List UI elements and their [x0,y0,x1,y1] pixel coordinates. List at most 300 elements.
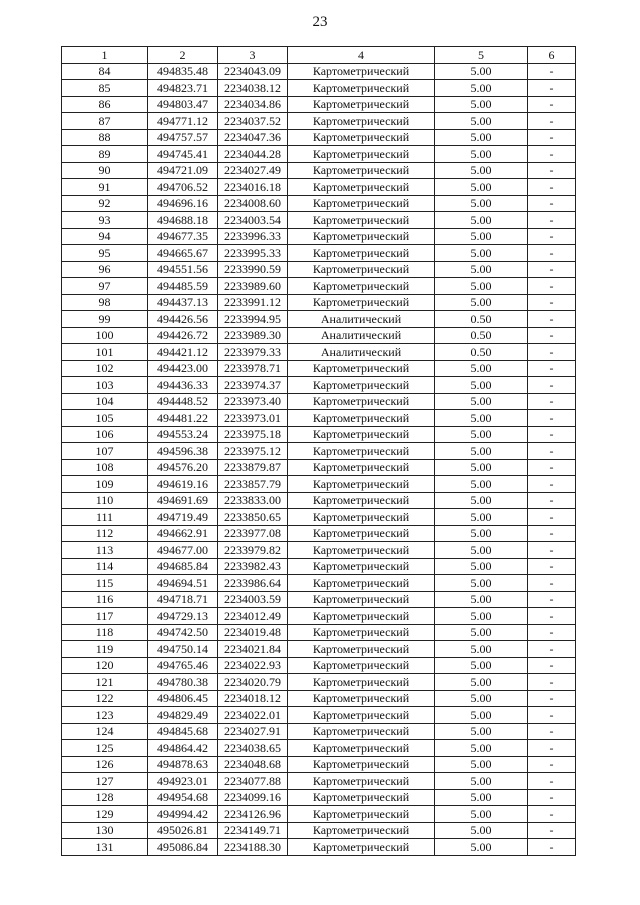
y-coordinate-cell: 2233977.08 [218,525,288,542]
table-row [62,624,576,641]
table-row [62,344,576,361]
accuracy-cell: 5.00 [435,806,528,823]
x-coordinate-cell: 494878.63 [148,756,218,773]
table-row [62,608,576,625]
method-cell: Картометрический [288,278,435,295]
table-row [62,839,576,856]
table-row [62,63,576,80]
method-cell: Картометрический [288,674,435,691]
point-number-cell: 121 [62,674,148,691]
point-number-cell: 96 [62,261,148,278]
x-coordinate-cell: 494481.22 [148,410,218,427]
method-cell: Картометрический [288,410,435,427]
accuracy-cell: 5.00 [435,558,528,575]
x-coordinate-cell: 494688.18 [148,212,218,229]
table-row [62,360,576,377]
table-row [62,657,576,674]
accuracy-cell: 5.00 [435,723,528,740]
table-row [62,179,576,196]
point-number-cell: 127 [62,773,148,790]
x-coordinate-cell: 494596.38 [148,443,218,460]
method-cell: Картометрический [288,756,435,773]
y-coordinate-cell: 2234188.30 [218,839,288,856]
accuracy-cell: 5.00 [435,459,528,476]
note-cell: - [528,179,576,196]
note-cell: - [528,476,576,493]
method-cell: Картометрический [288,492,435,509]
accuracy-cell: 5.00 [435,113,528,130]
y-coordinate-cell: 2233989.60 [218,278,288,295]
x-coordinate-cell: 494677.35 [148,228,218,245]
x-coordinate-cell: 494803.47 [148,96,218,113]
note-cell: - [528,96,576,113]
y-coordinate-cell: 2234149.71 [218,822,288,839]
x-coordinate-cell: 494718.71 [148,591,218,608]
y-coordinate-cell: 2233986.64 [218,575,288,592]
x-coordinate-cell: 494719.49 [148,509,218,526]
note-cell: - [528,740,576,757]
y-coordinate-cell: 2233850.65 [218,509,288,526]
accuracy-cell: 5.00 [435,690,528,707]
point-number-cell: 92 [62,195,148,212]
method-cell: Картометрический [288,360,435,377]
point-number-cell: 89 [62,146,148,163]
y-coordinate-cell: 2233990.59 [218,261,288,278]
x-coordinate-cell: 494553.24 [148,426,218,443]
note-cell: - [528,657,576,674]
note-cell: - [528,410,576,427]
point-number-cell: 124 [62,723,148,740]
x-coordinate-cell: 494994.42 [148,806,218,823]
table-row [62,113,576,130]
table-row [62,707,576,724]
point-number-cell: 111 [62,509,148,526]
y-coordinate-cell: 2234077.88 [218,773,288,790]
point-number-cell: 120 [62,657,148,674]
method-cell: Картометрический [288,690,435,707]
table-row [62,261,576,278]
point-number-cell: 93 [62,212,148,229]
y-coordinate-cell: 2233973.01 [218,410,288,427]
table-row [62,756,576,773]
table-row [62,459,576,476]
table-row [62,146,576,163]
accuracy-cell: 5.00 [435,261,528,278]
note-cell: - [528,641,576,658]
note-cell: - [528,245,576,262]
accuracy-cell: 5.00 [435,740,528,757]
x-coordinate-cell: 494421.12 [148,344,218,361]
y-coordinate-cell: 2234012.49 [218,608,288,625]
method-cell: Картометрический [288,542,435,559]
note-cell: - [528,624,576,641]
point-number-cell: 131 [62,839,148,856]
point-number-cell: 106 [62,426,148,443]
y-coordinate-cell: 2233879.87 [218,459,288,476]
y-coordinate-cell: 2234003.59 [218,591,288,608]
column-header: 6 [528,47,576,64]
accuracy-cell: 5.00 [435,426,528,443]
note-cell: - [528,278,576,295]
table-row [62,690,576,707]
x-coordinate-cell: 494771.12 [148,113,218,130]
accuracy-cell: 5.00 [435,360,528,377]
method-cell: Картометрический [288,63,435,80]
x-coordinate-cell: 494436.33 [148,377,218,394]
point-number-cell: 98 [62,294,148,311]
y-coordinate-cell: 2233979.33 [218,344,288,361]
x-coordinate-cell: 494426.56 [148,311,218,328]
table-row [62,426,576,443]
point-number-cell: 125 [62,740,148,757]
method-cell: Картометрический [288,195,435,212]
note-cell: - [528,195,576,212]
accuracy-cell: 5.00 [435,228,528,245]
y-coordinate-cell: 2234047.36 [218,129,288,146]
accuracy-cell: 5.00 [435,674,528,691]
note-cell: - [528,162,576,179]
table-row [62,294,576,311]
point-number-cell: 108 [62,459,148,476]
method-cell: Картометрический [288,525,435,542]
table-row [62,542,576,559]
x-coordinate-cell: 494448.52 [148,393,218,410]
x-coordinate-cell: 494729.13 [148,608,218,625]
table-row [62,641,576,658]
accuracy-cell: 5.00 [435,294,528,311]
accuracy-cell: 5.00 [435,162,528,179]
y-coordinate-cell: 2234038.65 [218,740,288,757]
y-coordinate-cell: 2233991.12 [218,294,288,311]
method-cell: Картометрический [288,839,435,856]
point-number-cell: 88 [62,129,148,146]
note-cell: - [528,608,576,625]
y-coordinate-cell: 2234034.86 [218,96,288,113]
table-row [62,443,576,460]
column-header: 4 [288,47,435,64]
x-coordinate-cell: 494662.91 [148,525,218,542]
table-row [62,195,576,212]
y-coordinate-cell: 2234019.48 [218,624,288,641]
point-number-cell: 84 [62,63,148,80]
note-cell: - [528,146,576,163]
x-coordinate-cell: 494765.46 [148,657,218,674]
method-cell: Картометрический [288,723,435,740]
x-coordinate-cell: 494619.16 [148,476,218,493]
accuracy-cell: 5.00 [435,377,528,394]
y-coordinate-cell: 2234022.01 [218,707,288,724]
point-number-cell: 114 [62,558,148,575]
page-number: 23 [312,14,328,30]
accuracy-cell: 5.00 [435,492,528,509]
point-number-cell: 110 [62,492,148,509]
note-cell: - [528,344,576,361]
method-cell: Картометрический [288,261,435,278]
note-cell: - [528,509,576,526]
note-cell: - [528,723,576,740]
x-coordinate-cell: 494694.51 [148,575,218,592]
note-cell: - [528,591,576,608]
note-cell: - [528,63,576,80]
y-coordinate-cell: 2233994.95 [218,311,288,328]
x-coordinate-cell: 494923.01 [148,773,218,790]
y-coordinate-cell: 2233975.18 [218,426,288,443]
table-row [62,377,576,394]
method-cell: Картометрический [288,641,435,658]
x-coordinate-cell: 494864.42 [148,740,218,757]
table-row [62,228,576,245]
y-coordinate-cell: 2233979.82 [218,542,288,559]
note-cell: - [528,377,576,394]
table-row [62,162,576,179]
note-cell: - [528,690,576,707]
point-number-cell: 130 [62,822,148,839]
accuracy-cell: 5.00 [435,212,528,229]
accuracy-cell: 5.00 [435,129,528,146]
accuracy-cell: 5.00 [435,707,528,724]
note-cell: - [528,822,576,839]
accuracy-cell: 5.00 [435,80,528,97]
note-cell: - [528,113,576,130]
method-cell: Картометрический [288,789,435,806]
method-cell: Картометрический [288,294,435,311]
x-coordinate-cell: 494750.14 [148,641,218,658]
x-coordinate-cell: 494845.68 [148,723,218,740]
x-coordinate-cell: 495026.81 [148,822,218,839]
x-coordinate-cell: 494954.68 [148,789,218,806]
method-cell: Картометрический [288,459,435,476]
accuracy-cell: 5.00 [435,63,528,80]
method-cell: Картометрический [288,476,435,493]
y-coordinate-cell: 2233974.37 [218,377,288,394]
y-coordinate-cell: 2234027.91 [218,723,288,740]
y-coordinate-cell: 2234043.09 [218,63,288,80]
y-coordinate-cell: 2234020.79 [218,674,288,691]
method-cell: Картометрический [288,245,435,262]
table-row [62,393,576,410]
method-cell: Картометрический [288,228,435,245]
point-number-cell: 117 [62,608,148,625]
y-coordinate-cell: 2233857.79 [218,476,288,493]
x-coordinate-cell: 494706.52 [148,179,218,196]
accuracy-cell: 5.00 [435,509,528,526]
note-cell: - [528,261,576,278]
accuracy-cell: 5.00 [435,96,528,113]
x-coordinate-cell: 494685.84 [148,558,218,575]
table-row [62,212,576,229]
accuracy-cell: 5.00 [435,146,528,163]
point-number-cell: 116 [62,591,148,608]
x-coordinate-cell: 495086.84 [148,839,218,856]
point-number-cell: 126 [62,756,148,773]
method-cell: Картометрический [288,179,435,196]
accuracy-cell: 5.00 [435,443,528,460]
note-cell: - [528,806,576,823]
method-cell: Картометрический [288,822,435,839]
note-cell: - [528,212,576,229]
table-row [62,96,576,113]
x-coordinate-cell: 494742.50 [148,624,218,641]
accuracy-cell: 5.00 [435,789,528,806]
method-cell: Картометрический [288,377,435,394]
table-row [62,80,576,97]
y-coordinate-cell: 2233995.33 [218,245,288,262]
table-row [62,129,576,146]
point-number-cell: 94 [62,228,148,245]
x-coordinate-cell: 494823.71 [148,80,218,97]
y-coordinate-cell: 2234021.84 [218,641,288,658]
y-coordinate-cell: 2234126.96 [218,806,288,823]
x-coordinate-cell: 494835.48 [148,63,218,80]
method-cell: Картометрический [288,443,435,460]
table-row [62,492,576,509]
table-row [62,245,576,262]
point-number-cell: 100 [62,327,148,344]
accuracy-cell: 5.00 [435,195,528,212]
y-coordinate-cell: 2233978.71 [218,360,288,377]
accuracy-cell: 5.00 [435,575,528,592]
x-coordinate-cell: 494757.57 [148,129,218,146]
accuracy-cell: 5.00 [435,278,528,295]
y-coordinate-cell: 2233833.00 [218,492,288,509]
point-number-cell: 101 [62,344,148,361]
table-row [62,558,576,575]
x-coordinate-cell: 494745.41 [148,146,218,163]
accuracy-cell: 5.00 [435,410,528,427]
y-coordinate-cell: 2233989.30 [218,327,288,344]
note-cell: - [528,294,576,311]
method-cell: Картометрический [288,393,435,410]
method-cell: Аналитический [288,327,435,344]
y-coordinate-cell: 2233973.40 [218,393,288,410]
table-row [62,674,576,691]
accuracy-cell: 5.00 [435,608,528,625]
method-cell: Картометрический [288,129,435,146]
note-cell: - [528,459,576,476]
x-coordinate-cell: 494485.59 [148,278,218,295]
note-cell: - [528,789,576,806]
x-coordinate-cell: 494780.38 [148,674,218,691]
x-coordinate-cell: 494677.00 [148,542,218,559]
x-coordinate-cell: 494437.13 [148,294,218,311]
point-number-cell: 91 [62,179,148,196]
table-row [62,575,576,592]
table-row [62,789,576,806]
accuracy-cell: 5.00 [435,525,528,542]
note-cell: - [528,773,576,790]
accuracy-cell: 0.50 [435,311,528,328]
point-number-cell: 128 [62,789,148,806]
x-coordinate-cell: 494806.45 [148,690,218,707]
method-cell: Картометрический [288,113,435,130]
method-cell: Картометрический [288,96,435,113]
method-cell: Картометрический [288,608,435,625]
x-coordinate-cell: 494696.16 [148,195,218,212]
method-cell: Картометрический [288,707,435,724]
table-row [62,591,576,608]
coordinates-table [61,46,576,856]
point-number-cell: 97 [62,278,148,295]
accuracy-cell: 0.50 [435,327,528,344]
table-row [62,509,576,526]
note-cell: - [528,426,576,443]
accuracy-cell: 5.00 [435,822,528,839]
note-cell: - [528,674,576,691]
accuracy-cell: 5.00 [435,245,528,262]
method-cell: Картометрический [288,80,435,97]
table-body [62,63,576,855]
method-cell: Картометрический [288,162,435,179]
note-cell: - [528,80,576,97]
point-number-cell: 104 [62,393,148,410]
method-cell: Картометрический [288,509,435,526]
method-cell: Аналитический [288,344,435,361]
note-cell: - [528,360,576,377]
column-header: 3 [218,47,288,64]
point-number-cell: 95 [62,245,148,262]
point-number-cell: 112 [62,525,148,542]
column-header: 5 [435,47,528,64]
y-coordinate-cell: 2234038.12 [218,80,288,97]
y-coordinate-cell: 2233996.33 [218,228,288,245]
y-coordinate-cell: 2234008.60 [218,195,288,212]
table-row [62,525,576,542]
accuracy-cell: 5.00 [435,839,528,856]
x-coordinate-cell: 494721.09 [148,162,218,179]
method-cell: Картометрический [288,212,435,229]
point-number-cell: 90 [62,162,148,179]
y-coordinate-cell: 2234037.52 [218,113,288,130]
point-number-cell: 115 [62,575,148,592]
accuracy-cell: 5.00 [435,641,528,658]
method-cell: Аналитический [288,311,435,328]
accuracy-cell: 5.00 [435,591,528,608]
y-coordinate-cell: 2233975.12 [218,443,288,460]
point-number-cell: 103 [62,377,148,394]
note-cell: - [528,525,576,542]
y-coordinate-cell: 2234022.93 [218,657,288,674]
y-coordinate-cell: 2234018.12 [218,690,288,707]
column-header: 1 [62,47,148,64]
table-row [62,740,576,757]
point-number-cell: 109 [62,476,148,493]
accuracy-cell: 5.00 [435,542,528,559]
y-coordinate-cell: 2234016.18 [218,179,288,196]
note-cell: - [528,575,576,592]
method-cell: Картометрический [288,426,435,443]
accuracy-cell: 0.50 [435,344,528,361]
point-number-cell: 87 [62,113,148,130]
note-cell: - [528,756,576,773]
accuracy-cell: 5.00 [435,393,528,410]
point-number-cell: 86 [62,96,148,113]
accuracy-cell: 5.00 [435,179,528,196]
y-coordinate-cell: 2234044.28 [218,146,288,163]
note-cell: - [528,558,576,575]
point-number-cell: 122 [62,690,148,707]
table-row [62,806,576,823]
y-coordinate-cell: 2234099.16 [218,789,288,806]
x-coordinate-cell: 494691.69 [148,492,218,509]
table-row [62,311,576,328]
note-cell: - [528,327,576,344]
y-coordinate-cell: 2234048.68 [218,756,288,773]
x-coordinate-cell: 494551.56 [148,261,218,278]
method-cell: Картометрический [288,591,435,608]
method-cell: Картометрический [288,558,435,575]
point-number-cell: 123 [62,707,148,724]
table-row [62,476,576,493]
